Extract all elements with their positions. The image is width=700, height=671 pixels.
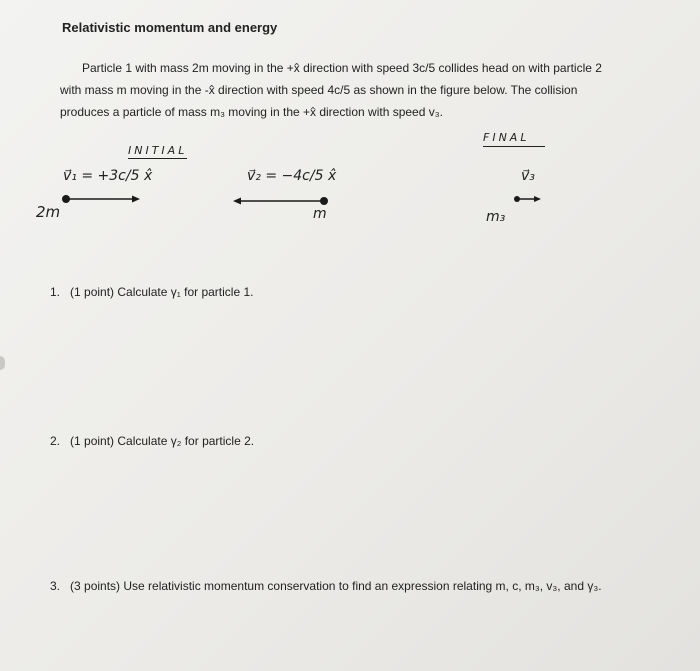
initial-label: INITIAL: [128, 144, 188, 157]
velocity-3-label: v⃗₃: [521, 168, 535, 184]
mass-3-label: m₃: [486, 209, 506, 225]
intro-line-1: Particle 1 with mass 2m moving in the +x̂ direction with speed 3c/5 collides head on with particle 2: [82, 61, 602, 75]
velocity-2-label: v⃗₂ = −4c/5 x̂: [247, 168, 337, 184]
final-label: FINAL: [483, 131, 545, 147]
question-2-text: (1 point) Calculate γ₂ for particle 2.: [70, 434, 255, 448]
particle-3-arrow: [514, 196, 541, 202]
page-title: Relativistic momentum and energy: [62, 20, 278, 35]
mass-1-label: 2m: [36, 203, 61, 221]
velocity-1-label: v⃗₁ = +3c/5 x̂: [63, 168, 153, 184]
question-2-number: 2.: [50, 434, 61, 448]
intro-line-3: produces a particle of mass m₃ moving in the +x̂ direction with speed v₃.: [60, 105, 443, 119]
mass-2-label: m: [313, 206, 327, 222]
particle-2-arrow: [233, 197, 328, 205]
question-3-number: 3.: [50, 579, 61, 593]
question-1-number: 1.: [50, 285, 61, 299]
question-1: [50, 285, 253, 299]
particle-1-arrow: [62, 195, 140, 203]
question-3: [50, 579, 602, 593]
question-2: [50, 434, 254, 448]
intro-line-2: with mass m moving in the -x̂ direction with speed 4c/5 as shown in the figure below. The collision: [60, 83, 578, 97]
question-3-text: (3 points) Use relativistic momentum conservation to find an expression relating m, c, m₃, v₃, and γ₃.: [70, 579, 602, 593]
question-1-text: (1 point) Calculate γ₁ for particle 1.: [70, 285, 254, 299]
